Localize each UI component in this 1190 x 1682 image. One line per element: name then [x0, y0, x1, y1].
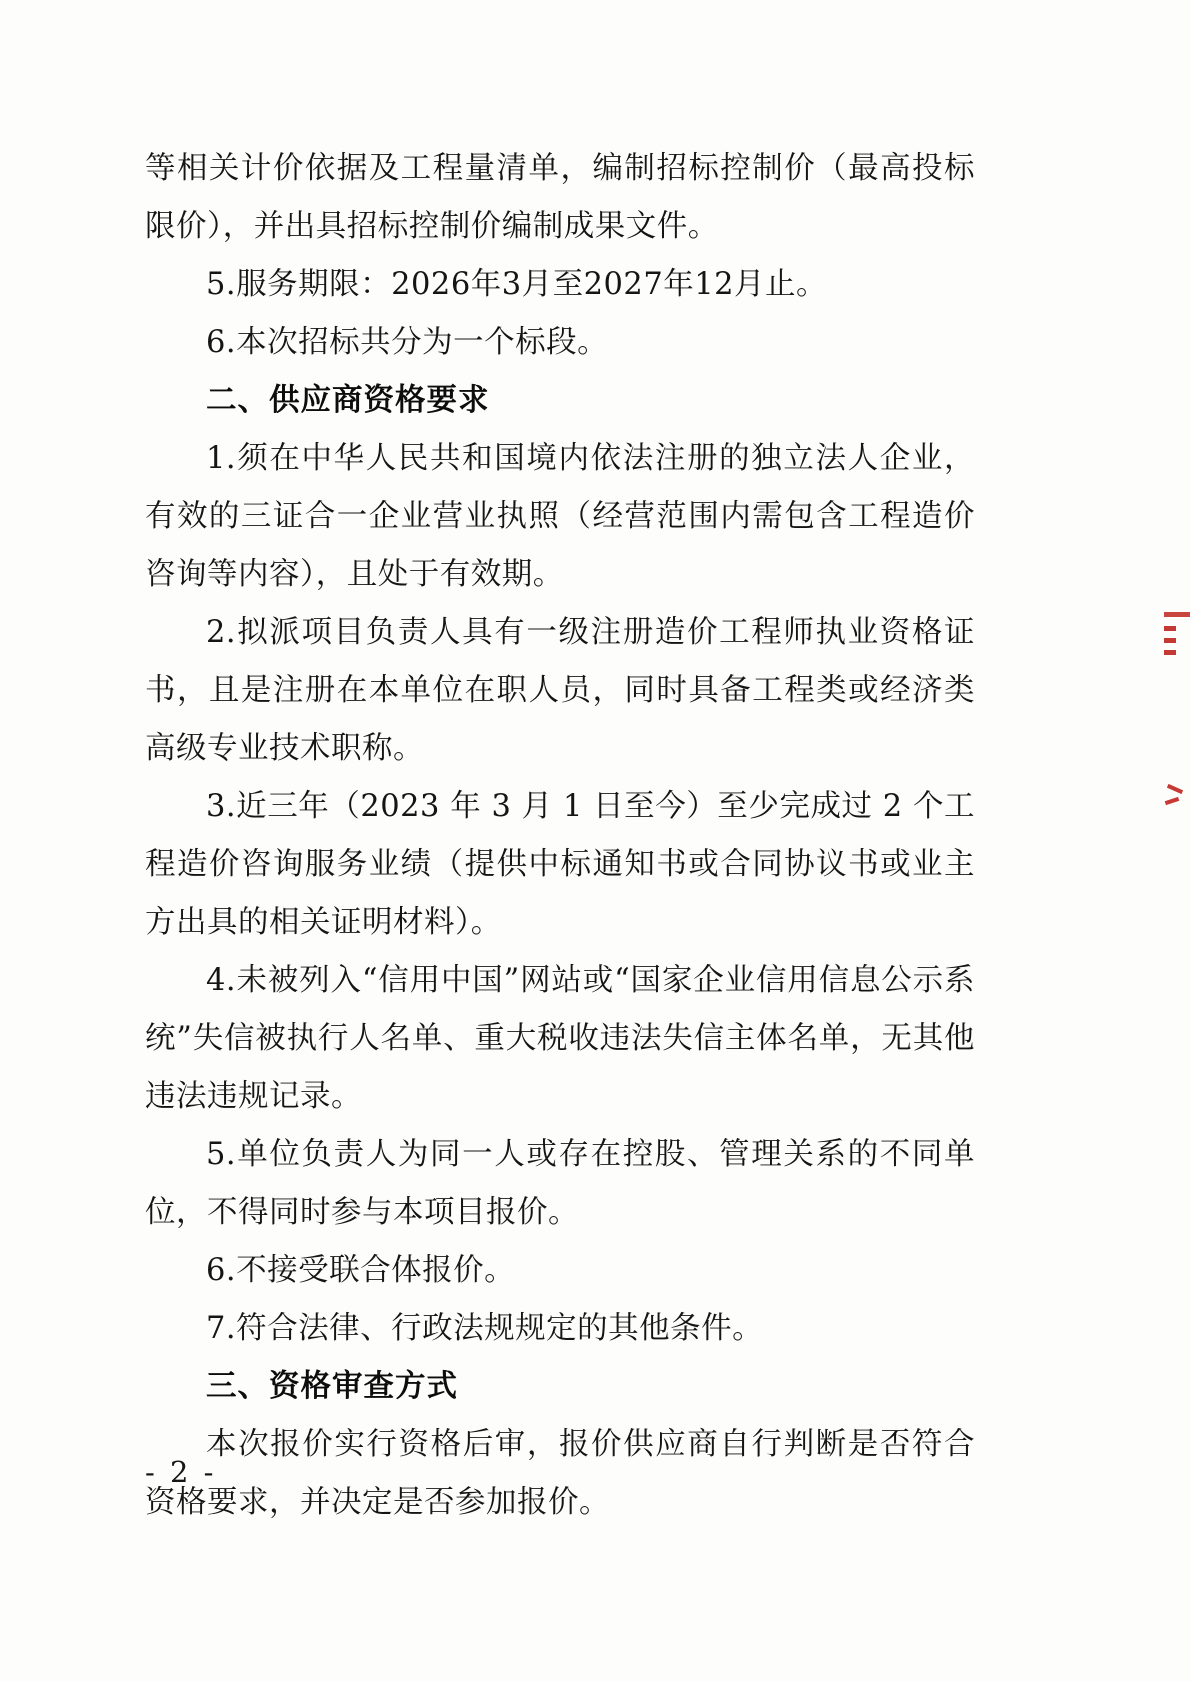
red-seal-fragment-upper: [1164, 612, 1190, 674]
section-heading-supplier-qualifications: 二、供应商资格要求: [206, 383, 490, 418]
red-seal-fragment-lower: [1165, 785, 1187, 819]
list-item-qualification-7: 7.符合法律、行政法规规定的其他条件。: [206, 1311, 764, 1346]
list-item-qualification-2: 2.拟派项目负责人具有一级注册造价工程师执业资格证书，且是注册在本单位在职人员，同时具备工程类或经济类高级专业技术职称。: [145, 615, 975, 766]
paragraph-continued: 等相关计价依据及工程量清单，编制招标控制价（最高投标限价），并出具招标控制价编制成果文件。: [145, 151, 975, 244]
list-item-qualification-6: 6.不接受联合体报价。: [206, 1253, 516, 1288]
list-item-qualification-4: 4.未被列入“信用中国”网站或“国家企业信用信息公示系统”失信被执行人名单、重大税收违法失信主体名单，无其他违法违规记录。: [145, 963, 975, 1114]
section-heading-qualification-review: 三、资格审查方式: [206, 1369, 458, 1404]
paragraph-qualification-review-body: 本次报价实行资格后审，报价供应商自行判断是否符合资格要求，并决定是否参加报价。: [145, 1427, 975, 1520]
list-item-qualification-3: 3.近三年（2023 年 3 月 1 日至今）至少完成过 2 个工程造价咨询服务业绩（提供中标通知书或合同协议书或业主方出具的相关证明材料）。: [145, 789, 975, 940]
list-item-qualification-5: 5.单位负责人为同一人或存在控股、管理关系的不同单位，不得同时参与本项目报价。: [145, 1137, 975, 1230]
document-body: [145, 140, 975, 1532]
page-number: - 2 -: [145, 1455, 217, 1489]
list-item-service-period: 5.服务期限：2026年3月至2027年12月止。: [206, 267, 828, 302]
list-item-lot-count: 6.本次招标共分为一个标段。: [206, 325, 609, 360]
list-item-qualification-1: 1.须在中华人民共和国境内依法注册的独立法人企业，有效的三证合一企业营业执照（经营范围内需包含工程造价咨询等内容），且处于有效期。: [145, 441, 975, 592]
